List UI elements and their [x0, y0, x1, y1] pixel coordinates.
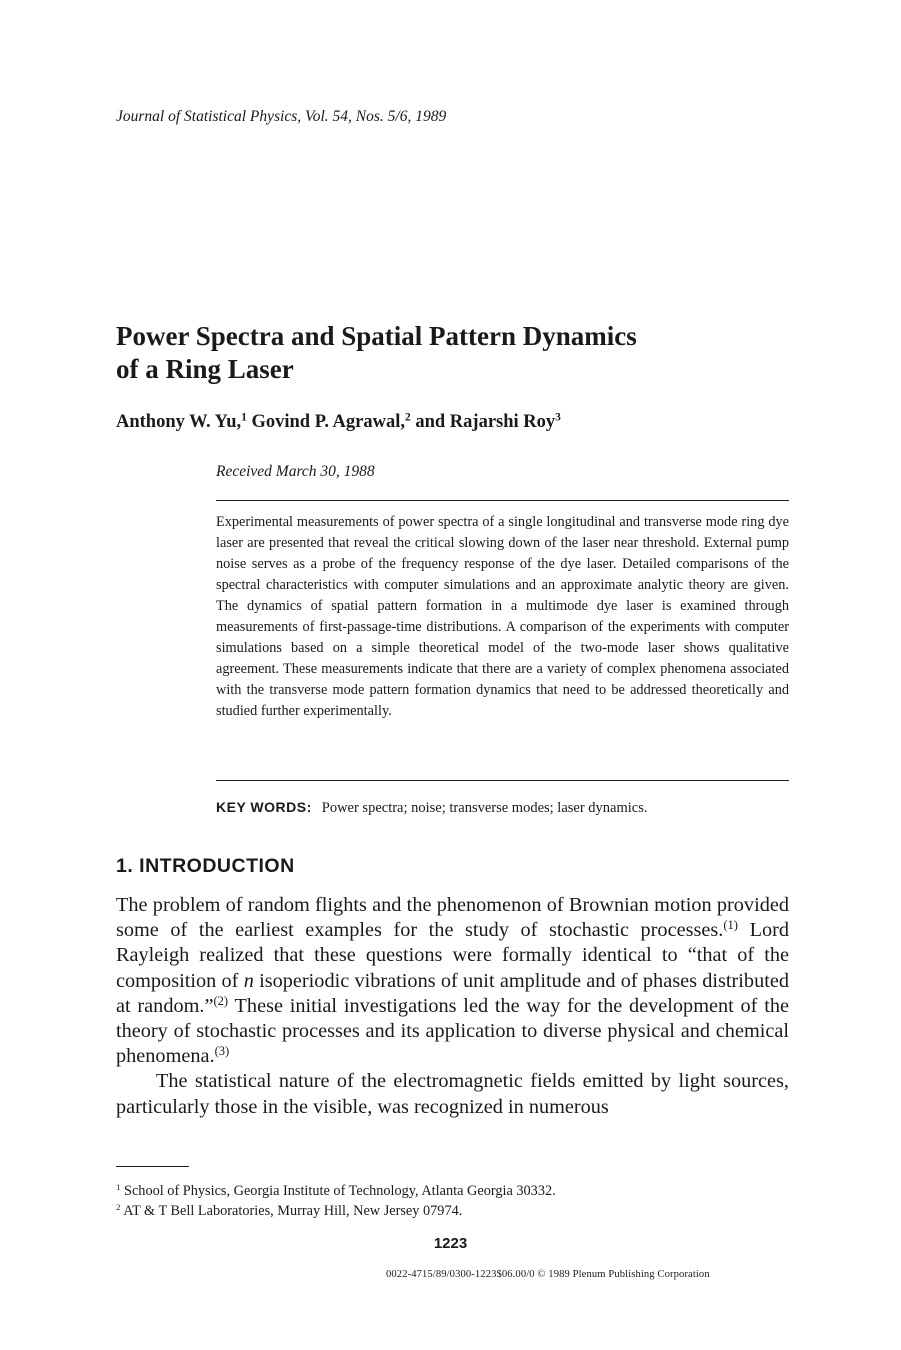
footnote-1: [116, 1181, 556, 1201]
footnotes: [116, 1181, 556, 1221]
author-2: Govind P. Agrawal,: [251, 412, 405, 432]
section-heading: 1. INTRODUCTION: [116, 855, 295, 877]
abstract-bottom-rule: [216, 780, 789, 781]
keywords: [216, 799, 648, 817]
paper-title: [116, 320, 816, 386]
title-line-2: of a Ring Laser: [116, 354, 294, 384]
citation-2: (2): [213, 993, 229, 1008]
paragraph-1-text-b: Lord Rayleigh realized that these questions were formally identical to “that of the composition of: [116, 919, 789, 992]
abstract: Experimental measurements of power spectra of a single longitudinal and transverse mode ring dye laser are presented that reveal the critical slowing down of the laser near threshold. External pump noise serves as a probe of the frequency response of the dye laser. Detailed comparisons of the spectral characteristics with computer simulations and an approximate analytic theory are given. The dynamics of spatial pattern formation in a multimode dye laser is examined through measurements of first-passage-time distributions. A comparison of the experiments with computer simulations based on a simple theoretical model of the two-mode laser shows qualitative agreement. These measurements indicate that there are a variety of complex phenomena associated with the transverse mode pattern formation dynamics that need to be addressed theoretically and studied further experimentally.: [216, 514, 789, 719]
copyright-line: 0022-4715/89/0300-1223$06.00/0 © 1989 Plenum Publishing Corporation: [386, 1269, 710, 1280]
paragraph-1-text-c: isoperiodic vibrations of unit amplitude and of phases distributed at random.”: [116, 969, 789, 1017]
footnote-2-mark: 2: [116, 1202, 121, 1213]
journal-citation: Journal of Statistical Physics, Vol. 54, Nos. 5/6, 1989: [116, 108, 447, 125]
received-date: Received March 30, 1988: [216, 463, 375, 480]
author-3: and Rajarshi Roy: [415, 412, 556, 432]
paragraph-2: The statistical nature of the electromagnetic fields emitted by light sources, particularly those in the visible, was recognized in numerous: [116, 1070, 789, 1118]
abstract-top-rule: [216, 500, 789, 501]
footnote-rule: [116, 1166, 189, 1167]
citation-3: (3): [214, 1044, 230, 1059]
author-2-affiliation-mark: 2: [405, 411, 411, 424]
italic-variable-n: n: [243, 969, 254, 992]
footnote-1-text: School of Physics, Georgia Institute of Technology, Atlanta Georgia 30332.: [120, 1183, 556, 1199]
paragraph-1-text-d: These initial investigations led the way for the development of the theory of stochastic processes and its application to diverse physical and chemical phenomena.: [116, 994, 789, 1068]
keywords-text: Power spectra; noise; transverse modes; laser dynamics.: [321, 800, 648, 816]
citation-1: (1): [723, 918, 738, 933]
author-3-affiliation-mark: 3: [555, 411, 561, 424]
title-line-1: Power Spectra and Spatial Pattern Dynamics: [116, 321, 637, 351]
author-1: Anthony W. Yu,: [116, 412, 242, 432]
footnote-2-text: AT & T Bell Laboratories, Murray Hill, New Jersey 07974.: [120, 1203, 463, 1219]
keywords-label: KEY WORDS:: [216, 799, 312, 815]
page-number: 1223: [433, 1235, 468, 1252]
body-text: [116, 893, 789, 1120]
footnote-1-mark: 1: [116, 1182, 121, 1193]
paragraph-1-text-a: The problem of random flights and the phenomenon of Brownian motion provided some of the earliest examples for the study of stochastic processes.: [116, 894, 789, 942]
footnote-2: [116, 1201, 556, 1221]
paragraph-1: [116, 893, 789, 1069]
author-list: [116, 412, 561, 433]
author-1-affiliation-mark: 1: [241, 411, 247, 424]
